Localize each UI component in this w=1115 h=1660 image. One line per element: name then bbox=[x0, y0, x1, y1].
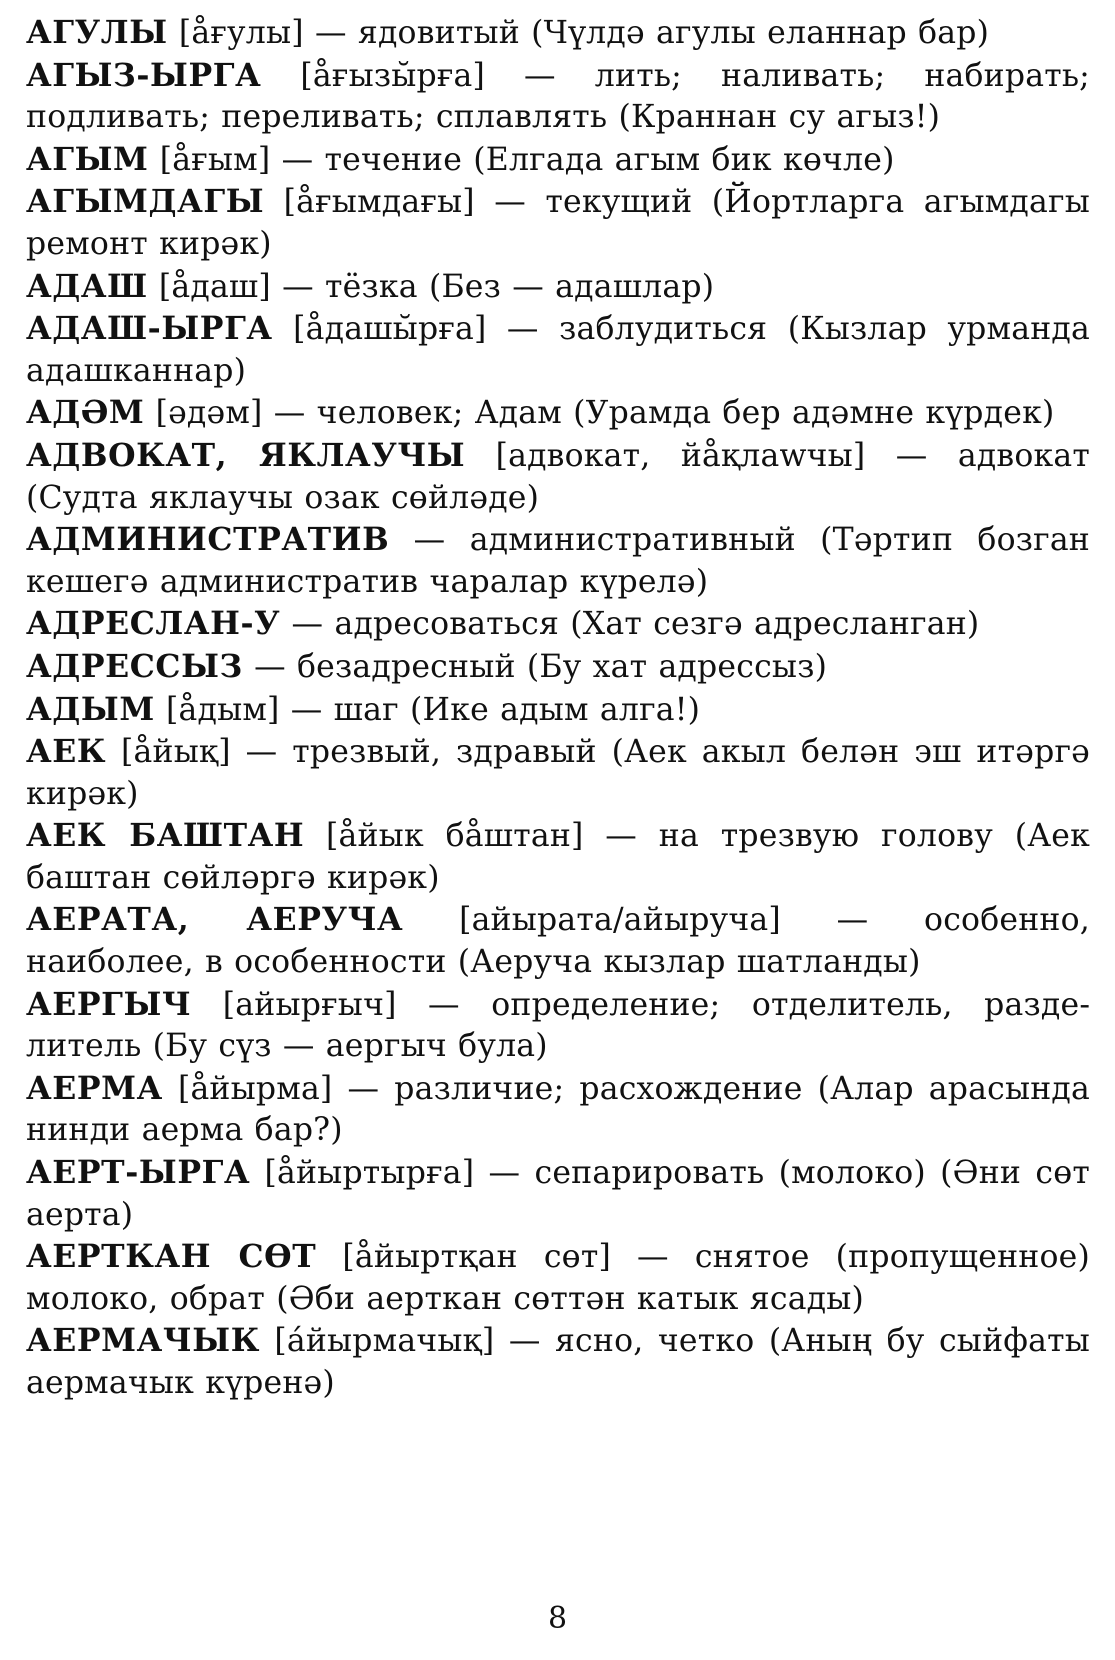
entry-headword: АДМИНИСТРАТИВ bbox=[26, 521, 390, 559]
entry-headword: АДАШ-ЫРГА bbox=[26, 310, 273, 348]
entry-definition: [әдәм] — человек; Адам (Урамда бер адәмне күрдек) bbox=[144, 395, 1055, 432]
entry-definition: [а̊йыртырға] — сепарировать (молоко) (Әни сөт аерта) bbox=[26, 1155, 1090, 1233]
dictionary-entry bbox=[26, 984, 1090, 1068]
entry-headword: АДЫМ bbox=[26, 690, 155, 728]
entry-headword: АДАШ bbox=[26, 267, 148, 305]
entry-definition: [а̊йырма] — различие; расхождение (Алар арасында нинди аерма бар?) bbox=[26, 1070, 1090, 1149]
dictionary-entry bbox=[26, 731, 1090, 815]
dictionary-entry bbox=[26, 519, 1090, 603]
dictionary-entry bbox=[26, 435, 1090, 519]
entry-definition: [а̊ғым] — течение (Елгада агым бик көчле) bbox=[148, 141, 895, 178]
entry-headword: АЕРМА bbox=[26, 1069, 163, 1107]
entry-definition: [а̊даш] — тёзка (Без — адашлар) bbox=[147, 268, 715, 305]
entry-definition: [а̊ғымдағы] — текущий (Йортларга агымдагы ремонт кирәк) bbox=[26, 184, 1090, 262]
entry-definition: [адвокат, йа̊қлаwчы] — адвокат (Судта яклаучы озак сөйләде) bbox=[26, 437, 1090, 516]
entry-definition: — безадресный (Бу хат адрессыз) bbox=[242, 648, 828, 685]
dictionary-entry bbox=[26, 1320, 1090, 1404]
page-number: 8 bbox=[547, 1601, 568, 1636]
entry-definition: [а̊дашы̆рға] — заблудиться (Кызлар урманда адашканнар) bbox=[26, 311, 1090, 389]
entry-definition: [а̊дым] — шаг (Ике адым алга!) bbox=[154, 691, 701, 728]
entry-definition: [а̊ғулы] — ядовитый (Чүлдә агулы еланнар бар) bbox=[167, 15, 990, 51]
entry-headword: АГЫМ bbox=[26, 140, 149, 178]
entry-definition: — административный (Тәртип бозган кешегә административ чаралар күрелә) bbox=[26, 522, 1090, 600]
entry-definition: [а́йырмачық] — ясно, четко (Аның бу сыйфаты аермачык күренә) bbox=[26, 1323, 1090, 1401]
entry-headword: АГУЛЫ bbox=[26, 14, 168, 51]
entry-headword: АГЫМДАГЫ bbox=[26, 183, 265, 221]
dictionary-entry bbox=[26, 55, 1090, 139]
dictionary-entry bbox=[26, 181, 1090, 265]
entry-headword: АДВОКАТ, ЯКЛАУЧЫ bbox=[26, 436, 466, 474]
entry-definition: [а̊йық] — трезвый, здравый (Аек акыл белән эш итәргә кирәк) bbox=[26, 734, 1090, 812]
dictionary-entry bbox=[26, 646, 1090, 689]
entry-definition: [а̊ғызы̆рға] — лить; наливать; набирать; подливать; переливать; сплавлять (Краннан су агыз!) bbox=[26, 57, 1090, 136]
dictionary-entry bbox=[26, 266, 1090, 309]
dictionary-entry bbox=[26, 1152, 1090, 1236]
dictionary-entry bbox=[26, 899, 1090, 983]
entry-definition: [а̊йыртқан сөт] — снятое (пропущенное) молоко, обрат (Әби аерткан сөттән катык ясады) bbox=[26, 1239, 1090, 1317]
dictionary-entry bbox=[26, 12, 1090, 55]
entry-headword: АЕРТ-ЫРГА bbox=[26, 1154, 251, 1192]
entry-definition: [а̊йык ба̊штан] — на трезвую голову (Аек баштан сөйләргә кирәк) bbox=[26, 818, 1090, 896]
dictionary-entry bbox=[26, 603, 1090, 646]
entry-headword: АДРЕСЛАН-У bbox=[26, 605, 281, 643]
entry-headword: АЕРАТА, АЕРУЧА bbox=[26, 901, 404, 939]
entry-definition: — адресоваться (Хат сезгә адресланган) bbox=[280, 606, 980, 643]
entry-headword: АДӘМ bbox=[26, 394, 145, 432]
dictionary-entry bbox=[26, 139, 1090, 182]
dictionary-entry bbox=[26, 392, 1090, 435]
entry-headword: АЕРГЫЧ bbox=[26, 985, 192, 1023]
entry-headword: АЕК БАШТАН bbox=[26, 817, 305, 855]
entry-headword: АЕК bbox=[26, 733, 107, 771]
dictionary-entry bbox=[26, 1236, 1090, 1320]
entry-headword: АЕРМАЧЫК bbox=[26, 1322, 260, 1360]
entry-definition: [айырата/айыруча] — особенно, наиболее, в особенности (Аеруча кызлар шатланды) bbox=[26, 902, 1090, 981]
dictionary-page bbox=[26, 12, 1090, 1405]
dictionary-entry bbox=[26, 689, 1090, 732]
dictionary-entry bbox=[26, 815, 1090, 899]
dictionary-entry bbox=[26, 308, 1090, 392]
entry-headword: АГЫЗ-ЫРГА bbox=[26, 56, 262, 94]
entry-headword: АЕРТКАН СӨТ bbox=[26, 1238, 317, 1276]
dictionary-entry bbox=[26, 1068, 1090, 1152]
entry-headword: АДРЕССЫЗ bbox=[26, 647, 243, 685]
entry-definition: [айырғыч] — определение; отделитель, разделитель (Бу сүз — аергыч була) bbox=[26, 986, 1090, 1065]
